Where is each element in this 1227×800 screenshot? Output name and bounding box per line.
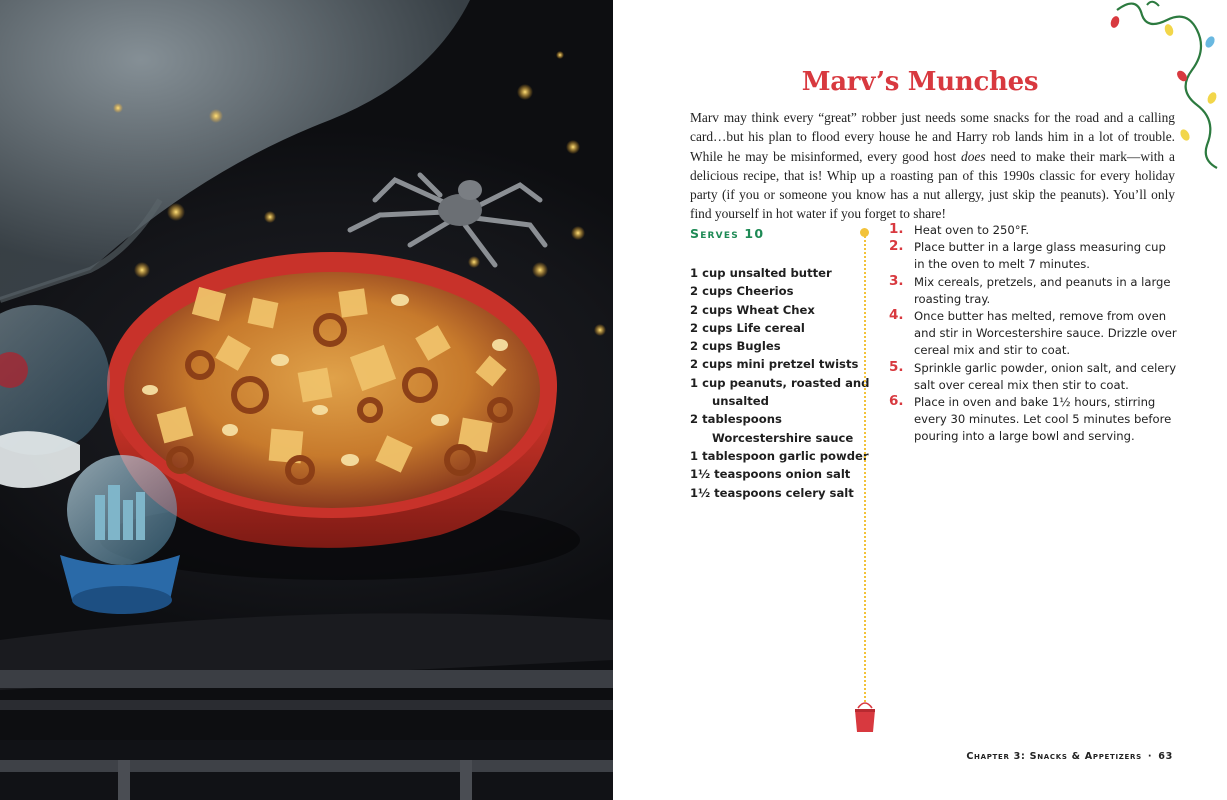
step-text: Heat oven to 250°F. bbox=[914, 223, 1030, 237]
step-text: Place butter in a large glass measuring cup in the oven to melt 7 minutes. bbox=[914, 240, 1166, 272]
recipe-title: Marv’s Munches bbox=[801, 67, 1039, 98]
page-footer bbox=[966, 751, 1173, 762]
intro-emphasis: does bbox=[961, 148, 986, 164]
dotted-divider bbox=[864, 232, 867, 702]
step-item bbox=[889, 222, 1179, 239]
footer-separator: · bbox=[1147, 751, 1153, 762]
ingredient-item: 2 cups Cheerios bbox=[690, 284, 794, 299]
ingredient-item: 1 cup peanuts, roasted and unsalted bbox=[690, 375, 870, 409]
snack-bowl-photo bbox=[0, 0, 613, 800]
step-text: Sprinkle garlic powder, onion salt, and celery salt over cereal mix then stir to coat. bbox=[914, 360, 1177, 392]
ingredient-item: 2 tablespoons Worcestershire sauce bbox=[690, 412, 854, 445]
step-text: Once butter has melted, remove from oven and stir in Worcestershire sauce. Drizzle over cereal mix and stir to coat. bbox=[914, 309, 1177, 358]
step-item bbox=[889, 360, 1179, 394]
recipe-photo bbox=[0, 0, 613, 800]
ingredient-item: 1 tablespoon garlic powder bbox=[690, 448, 869, 463]
step-number: 4. bbox=[889, 307, 904, 324]
step-number: 2. bbox=[889, 238, 904, 255]
ingredient-list bbox=[690, 264, 870, 502]
ingredient-item: 2 cups mini pretzel twists bbox=[690, 357, 859, 372]
ingredient-item: 1½ teaspoons onion salt bbox=[690, 467, 851, 482]
step-text: Place in oven and bake 1½ hours, stirring every 30 minutes. Let cool 5 minutes before pouring into a large bowl and serving. bbox=[914, 395, 1172, 444]
step-item bbox=[889, 308, 1179, 360]
recipe-intro bbox=[690, 108, 1175, 224]
step-number: 5. bbox=[889, 358, 904, 375]
chapter-title: Chapter 3: Snacks & Appetizers bbox=[966, 751, 1142, 762]
step-item bbox=[889, 274, 1179, 308]
ingredient-item: 2 cups Life cereal bbox=[690, 320, 805, 335]
step-number: 6. bbox=[889, 393, 904, 410]
serves-label: Serves 10 bbox=[690, 226, 765, 241]
ingredient-item: 2 cups Bugles bbox=[690, 339, 781, 354]
ingredient-item: 1½ teaspoons celery salt bbox=[690, 485, 854, 500]
recipe-page bbox=[613, 0, 1227, 800]
step-list bbox=[889, 222, 1179, 446]
ingredient-item: 2 cups Wheat Chex bbox=[690, 302, 815, 317]
ingredient-item: 1 cup unsalted butter bbox=[690, 266, 832, 280]
intro-text-part: Marv may think every “great” robber just needs some snacks for the road and a calling card…but his plan to flood every house he and Harry rob lands him in a lot of trouble. While he may be misinformed, every good host bbox=[690, 110, 1175, 164]
page-number: 63 bbox=[1158, 751, 1173, 762]
step-number: 1. bbox=[889, 221, 904, 237]
paint-bucket-icon bbox=[853, 700, 877, 734]
step-item bbox=[889, 239, 1179, 273]
step-item bbox=[889, 394, 1179, 446]
step-number: 3. bbox=[889, 272, 904, 289]
intro-text-part: need to make their mark—with a delicious recipe, that is! Whip up a roasting pan of this 1990s classic for every holiday party (if you or someone you know has a nut allergy, just skip the peanuts). You’ll only find yourself in hot water if you forget to share! bbox=[690, 148, 1175, 222]
step-text: Mix cereals, pretzels, and peanuts in a large roasting tray. bbox=[914, 274, 1171, 306]
